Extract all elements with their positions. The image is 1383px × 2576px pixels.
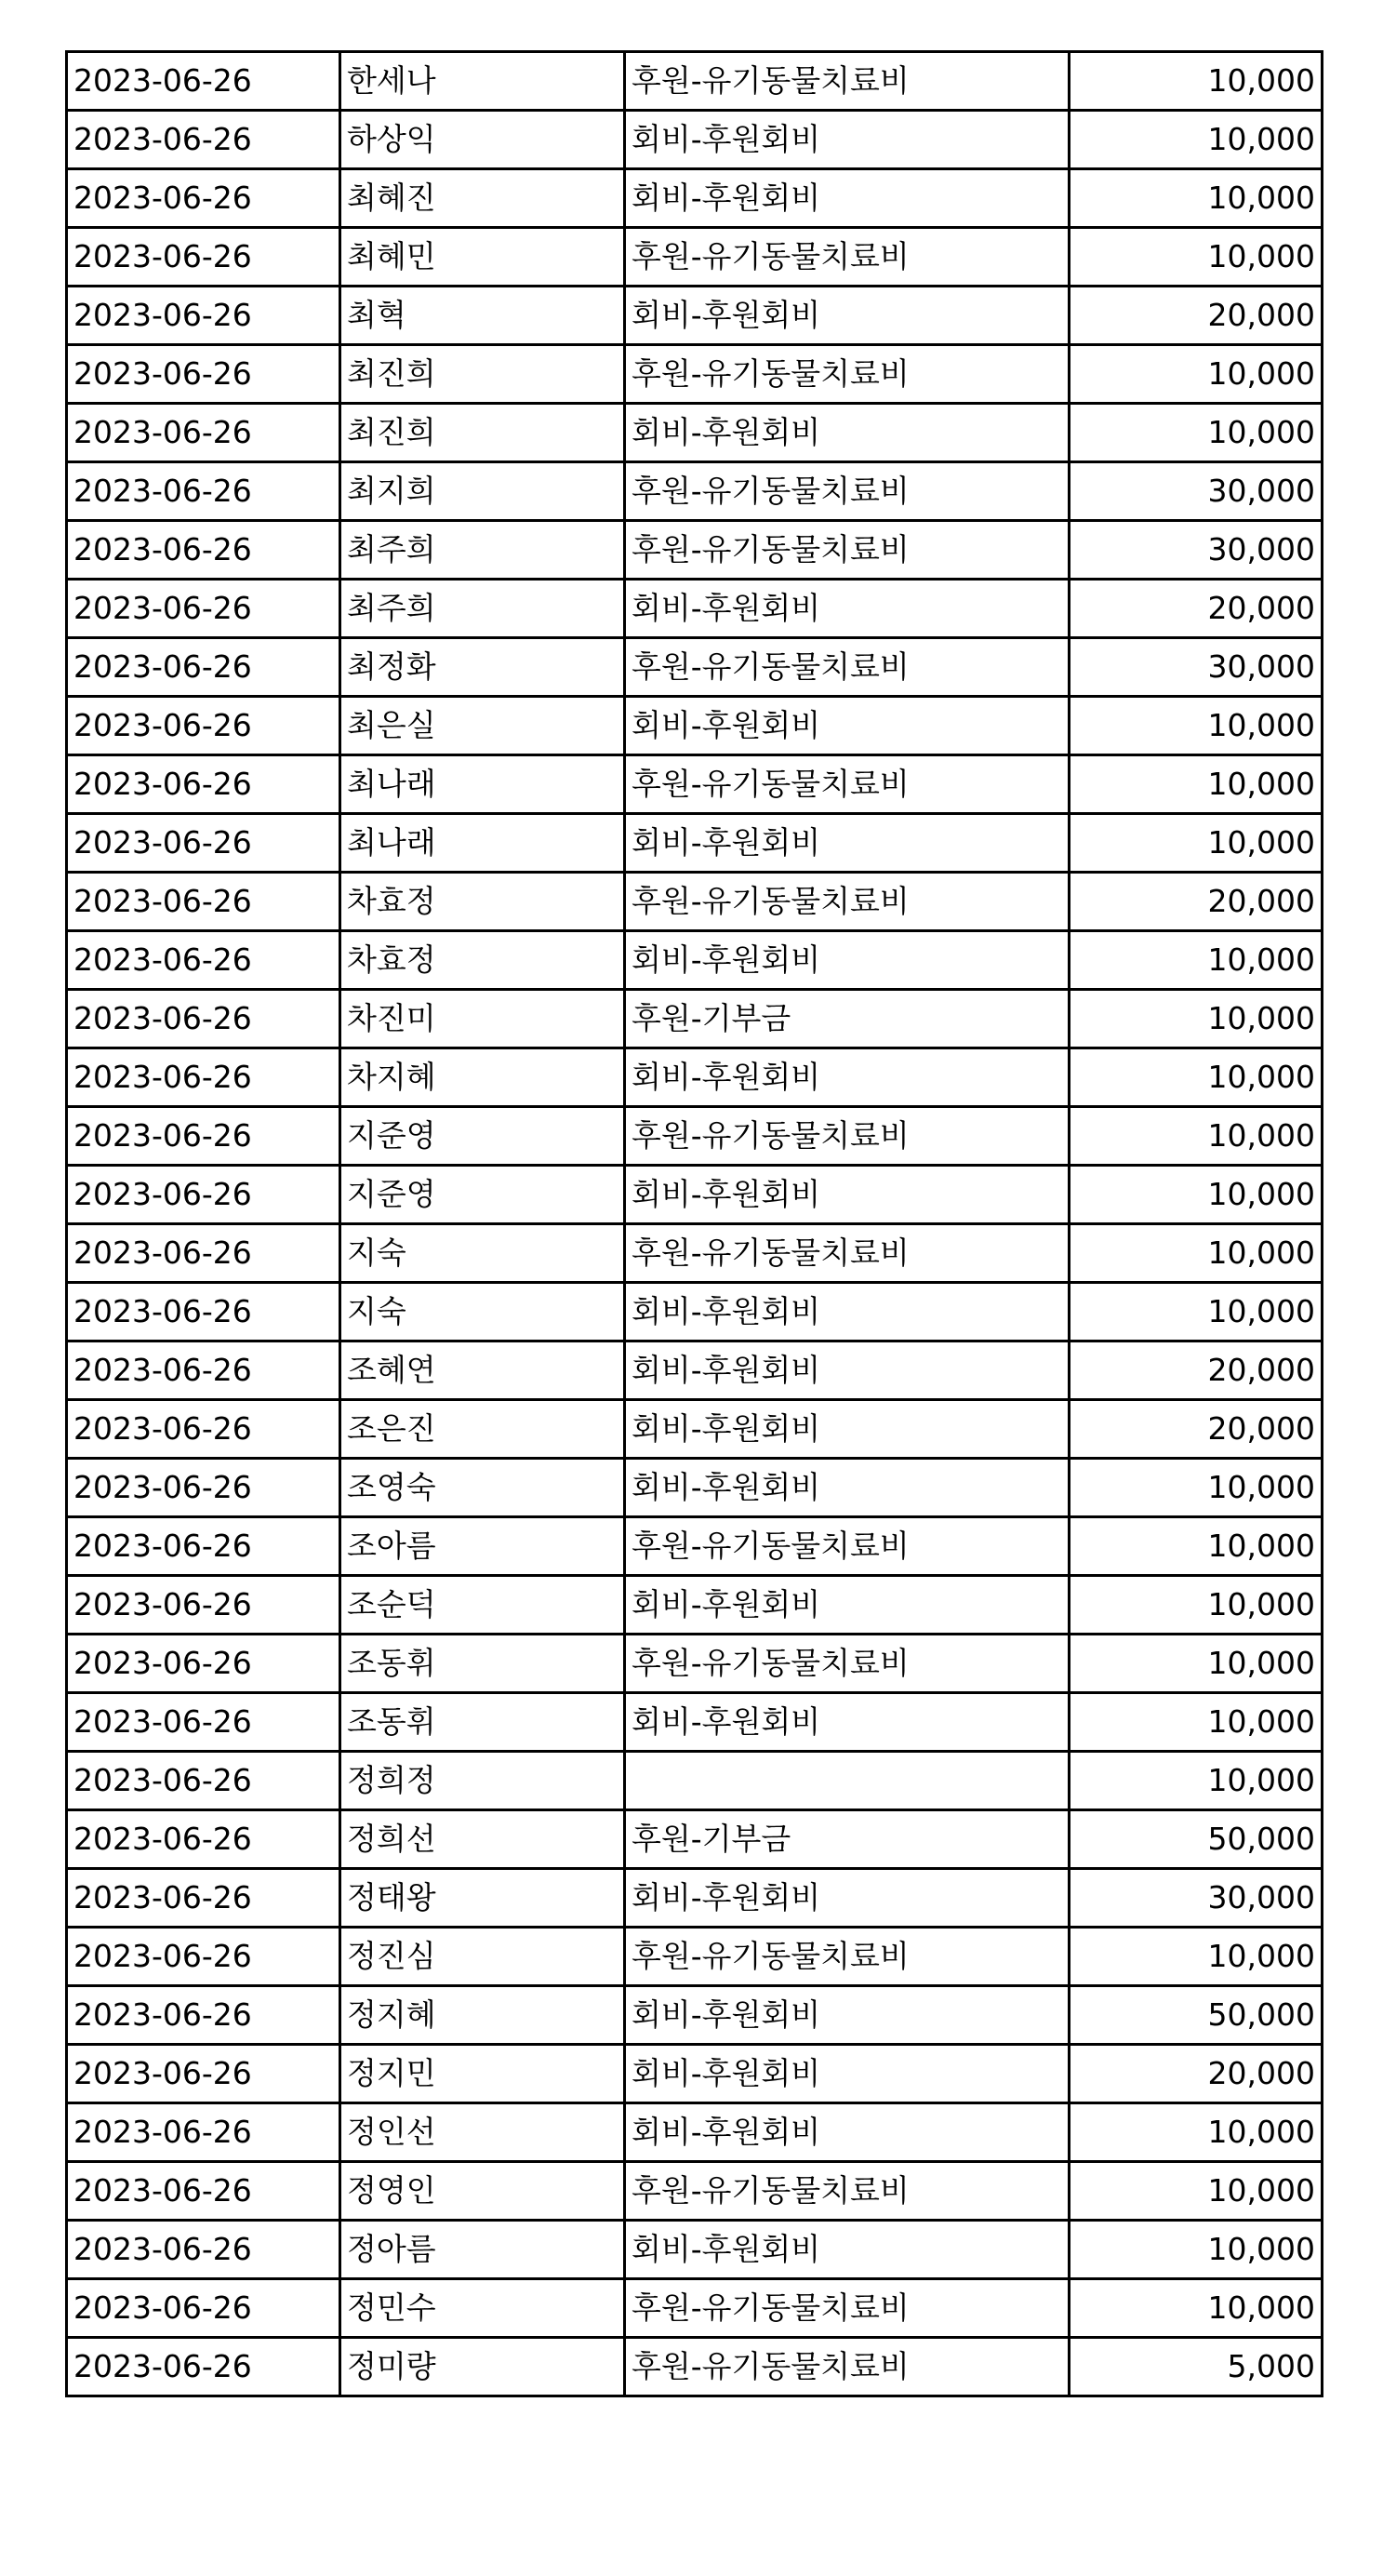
amount-cell: 10,000 [1070, 1107, 1323, 1166]
category-cell: 후원-유기동물치료비 [625, 2338, 1070, 2396]
name-cell: 정인선 [340, 2103, 625, 2162]
amount-cell: 10,000 [1070, 2103, 1323, 2162]
date-cell: 2023-06-26 [67, 404, 340, 462]
name-cell: 차효정 [340, 931, 625, 990]
amount-cell: 20,000 [1070, 873, 1323, 931]
name-cell: 지준영 [340, 1166, 625, 1224]
table-row [67, 2162, 1323, 2221]
name-cell: 최혜민 [340, 228, 625, 287]
category-cell: 회비-후원회비 [625, 1459, 1070, 1517]
category-cell: 회비-후원회비 [625, 287, 1070, 345]
name-cell: 정지민 [340, 2045, 625, 2103]
date-cell: 2023-06-26 [67, 1459, 340, 1517]
category-cell: 회비-후원회비 [625, 1166, 1070, 1224]
name-cell: 조아름 [340, 1517, 625, 1576]
name-cell: 정진심 [340, 1928, 625, 1986]
amount-cell: 10,000 [1070, 814, 1323, 873]
category-cell: 회비-후원회비 [625, 1693, 1070, 1752]
category-cell: 회비-후원회비 [625, 1048, 1070, 1107]
date-cell: 2023-06-26 [67, 1928, 340, 1986]
amount-cell: 20,000 [1070, 1341, 1323, 1400]
date-cell: 2023-06-26 [67, 1048, 340, 1107]
name-cell: 최혁 [340, 287, 625, 345]
name-cell: 하상익 [340, 111, 625, 169]
amount-cell: 10,000 [1070, 111, 1323, 169]
amount-cell: 10,000 [1070, 1166, 1323, 1224]
category-cell: 회비-후원회비 [625, 697, 1070, 755]
category-cell: 후원-유기동물치료비 [625, 638, 1070, 697]
date-cell: 2023-06-26 [67, 931, 340, 990]
name-cell: 조영숙 [340, 1459, 625, 1517]
table-row [67, 404, 1323, 462]
date-cell: 2023-06-26 [67, 1576, 340, 1635]
table-row [67, 1810, 1323, 1869]
table-row [67, 52, 1323, 111]
category-cell: 회비-후원회비 [625, 1400, 1070, 1459]
name-cell: 지준영 [340, 1107, 625, 1166]
table-row [67, 345, 1323, 404]
amount-cell: 10,000 [1070, 1224, 1323, 1283]
name-cell: 최주희 [340, 580, 625, 638]
category-cell: 후원-유기동물치료비 [625, 52, 1070, 111]
name-cell: 최혜진 [340, 169, 625, 228]
amount-cell: 10,000 [1070, 990, 1323, 1048]
amount-cell: 10,000 [1070, 1635, 1323, 1693]
table-row [67, 1459, 1323, 1517]
amount-cell: 20,000 [1070, 287, 1323, 345]
table-row [67, 462, 1323, 521]
name-cell: 조동휘 [340, 1693, 625, 1752]
date-cell: 2023-06-26 [67, 2221, 340, 2279]
amount-cell: 20,000 [1070, 2045, 1323, 2103]
name-cell: 지숙 [340, 1283, 625, 1341]
table-row [67, 1752, 1323, 1810]
ledger-body [67, 52, 1323, 2396]
donation-ledger-table [65, 50, 1323, 2397]
category-cell: 후원-유기동물치료비 [625, 873, 1070, 931]
table-row [67, 111, 1323, 169]
amount-cell: 10,000 [1070, 755, 1323, 814]
table-row [67, 1341, 1323, 1400]
table-row [67, 2221, 1323, 2279]
table-row [67, 638, 1323, 697]
category-cell: 후원-유기동물치료비 [625, 755, 1070, 814]
table-row [67, 755, 1323, 814]
table-row [67, 1986, 1323, 2045]
date-cell: 2023-06-26 [67, 1810, 340, 1869]
amount-cell: 20,000 [1070, 1400, 1323, 1459]
name-cell: 최지희 [340, 462, 625, 521]
date-cell: 2023-06-26 [67, 1341, 340, 1400]
table-row [67, 2279, 1323, 2338]
amount-cell: 10,000 [1070, 345, 1323, 404]
amount-cell: 10,000 [1070, 1928, 1323, 1986]
date-cell: 2023-06-26 [67, 1635, 340, 1693]
table-row [67, 931, 1323, 990]
category-cell: 회비-후원회비 [625, 2045, 1070, 2103]
name-cell: 정영인 [340, 2162, 625, 2221]
table-row [67, 1283, 1323, 1341]
date-cell: 2023-06-26 [67, 287, 340, 345]
amount-cell: 10,000 [1070, 2221, 1323, 2279]
table-row [67, 2045, 1323, 2103]
table-row [67, 1517, 1323, 1576]
name-cell: 한세나 [340, 52, 625, 111]
name-cell: 차지혜 [340, 1048, 625, 1107]
amount-cell: 10,000 [1070, 404, 1323, 462]
table-row [67, 1224, 1323, 1283]
date-cell: 2023-06-26 [67, 111, 340, 169]
date-cell: 2023-06-26 [67, 462, 340, 521]
amount-cell: 30,000 [1070, 1869, 1323, 1928]
amount-cell: 50,000 [1070, 1810, 1323, 1869]
table-row [67, 1576, 1323, 1635]
amount-cell: 10,000 [1070, 1752, 1323, 1810]
date-cell: 2023-06-26 [67, 755, 340, 814]
amount-cell: 10,000 [1070, 228, 1323, 287]
date-cell: 2023-06-26 [67, 1166, 340, 1224]
table-row [67, 1400, 1323, 1459]
category-cell: 회비-후원회비 [625, 169, 1070, 228]
date-cell: 2023-06-26 [67, 1869, 340, 1928]
amount-cell: 30,000 [1070, 521, 1323, 580]
date-cell: 2023-06-26 [67, 1517, 340, 1576]
category-cell: 회비-후원회비 [625, 1283, 1070, 1341]
date-cell: 2023-06-26 [67, 580, 340, 638]
amount-cell: 20,000 [1070, 580, 1323, 638]
amount-cell: 10,000 [1070, 931, 1323, 990]
table-row [67, 521, 1323, 580]
amount-cell: 10,000 [1070, 1459, 1323, 1517]
date-cell: 2023-06-26 [67, 1693, 340, 1752]
date-cell: 2023-06-26 [67, 1752, 340, 1810]
name-cell: 정민수 [340, 2279, 625, 2338]
amount-cell: 10,000 [1070, 1517, 1323, 1576]
date-cell: 2023-06-26 [67, 2162, 340, 2221]
name-cell: 최은실 [340, 697, 625, 755]
amount-cell: 50,000 [1070, 1986, 1323, 2045]
date-cell: 2023-06-26 [67, 2045, 340, 2103]
table-row [67, 2338, 1323, 2396]
category-cell: 회비-후원회비 [625, 111, 1070, 169]
table-row [67, 1048, 1323, 1107]
category-cell: 후원-유기동물치료비 [625, 1107, 1070, 1166]
name-cell: 조동휘 [340, 1635, 625, 1693]
category-cell: 회비-후원회비 [625, 814, 1070, 873]
amount-cell: 10,000 [1070, 2279, 1323, 2338]
date-cell: 2023-06-26 [67, 2338, 340, 2396]
name-cell: 차진미 [340, 990, 625, 1048]
category-cell: 회비-후원회비 [625, 931, 1070, 990]
date-cell: 2023-06-26 [67, 228, 340, 287]
name-cell: 최진희 [340, 345, 625, 404]
name-cell: 정미량 [340, 2338, 625, 2396]
date-cell: 2023-06-26 [67, 638, 340, 697]
category-cell: 후원-기부금 [625, 1810, 1070, 1869]
date-cell: 2023-06-26 [67, 2103, 340, 2162]
name-cell: 최나래 [340, 755, 625, 814]
amount-cell: 30,000 [1070, 462, 1323, 521]
table-row [67, 2103, 1323, 2162]
table-row [67, 1107, 1323, 1166]
table-row [67, 814, 1323, 873]
category-cell: 후원-유기동물치료비 [625, 2279, 1070, 2338]
date-cell: 2023-06-26 [67, 1224, 340, 1283]
table-row [67, 697, 1323, 755]
category-cell: 회비-후원회비 [625, 2221, 1070, 2279]
date-cell: 2023-06-26 [67, 169, 340, 228]
category-cell: 후원-유기동물치료비 [625, 1928, 1070, 1986]
date-cell: 2023-06-26 [67, 1400, 340, 1459]
amount-cell: 10,000 [1070, 1048, 1323, 1107]
name-cell: 정지혜 [340, 1986, 625, 2045]
category-cell: 후원-유기동물치료비 [625, 1224, 1070, 1283]
name-cell: 최정화 [340, 638, 625, 697]
amount-cell: 10,000 [1070, 2162, 1323, 2221]
amount-cell: 10,000 [1070, 52, 1323, 111]
name-cell: 최진희 [340, 404, 625, 462]
category-cell: 회비-후원회비 [625, 404, 1070, 462]
amount-cell: 30,000 [1070, 638, 1323, 697]
name-cell: 조혜연 [340, 1341, 625, 1400]
category-cell: 회비-후원회비 [625, 1576, 1070, 1635]
name-cell: 차효정 [340, 873, 625, 931]
table-row [67, 1635, 1323, 1693]
amount-cell: 5,000 [1070, 2338, 1323, 2396]
date-cell: 2023-06-26 [67, 697, 340, 755]
category-cell: 회비-후원회비 [625, 580, 1070, 638]
name-cell: 정희선 [340, 1810, 625, 1869]
amount-cell: 10,000 [1070, 1283, 1323, 1341]
table-row [67, 990, 1323, 1048]
category-cell: 후원-유기동물치료비 [625, 345, 1070, 404]
category-cell: 회비-후원회비 [625, 1986, 1070, 2045]
category-cell: 후원-유기동물치료비 [625, 462, 1070, 521]
table-row [67, 228, 1323, 287]
category-cell: 후원-유기동물치료비 [625, 228, 1070, 287]
name-cell: 조순덕 [340, 1576, 625, 1635]
amount-cell: 10,000 [1070, 1693, 1323, 1752]
amount-cell: 10,000 [1070, 697, 1323, 755]
name-cell: 최나래 [340, 814, 625, 873]
date-cell: 2023-06-26 [67, 1986, 340, 2045]
name-cell: 조은진 [340, 1400, 625, 1459]
table-row [67, 169, 1323, 228]
date-cell: 2023-06-26 [67, 2279, 340, 2338]
table-row [67, 287, 1323, 345]
category-cell [625, 1752, 1070, 1810]
table-row [67, 1869, 1323, 1928]
table-row [67, 873, 1323, 931]
category-cell: 후원-유기동물치료비 [625, 1517, 1070, 1576]
date-cell: 2023-06-26 [67, 990, 340, 1048]
date-cell: 2023-06-26 [67, 1283, 340, 1341]
name-cell: 최주희 [340, 521, 625, 580]
category-cell: 후원-유기동물치료비 [625, 521, 1070, 580]
category-cell: 후원-유기동물치료비 [625, 2162, 1070, 2221]
date-cell: 2023-06-26 [67, 521, 340, 580]
category-cell: 회비-후원회비 [625, 2103, 1070, 2162]
table-row [67, 1693, 1323, 1752]
category-cell: 회비-후원회비 [625, 1341, 1070, 1400]
category-cell: 후원-유기동물치료비 [625, 1635, 1070, 1693]
date-cell: 2023-06-26 [67, 52, 340, 111]
date-cell: 2023-06-26 [67, 345, 340, 404]
date-cell: 2023-06-26 [67, 1107, 340, 1166]
table-row [67, 1928, 1323, 1986]
category-cell: 회비-후원회비 [625, 1869, 1070, 1928]
category-cell: 후원-기부금 [625, 990, 1070, 1048]
table-row [67, 1166, 1323, 1224]
date-cell: 2023-06-26 [67, 814, 340, 873]
name-cell: 정희정 [340, 1752, 625, 1810]
amount-cell: 10,000 [1070, 169, 1323, 228]
name-cell: 정아름 [340, 2221, 625, 2279]
name-cell: 지숙 [340, 1224, 625, 1283]
date-cell: 2023-06-26 [67, 873, 340, 931]
table-row [67, 580, 1323, 638]
amount-cell: 10,000 [1070, 1576, 1323, 1635]
name-cell: 정태왕 [340, 1869, 625, 1928]
